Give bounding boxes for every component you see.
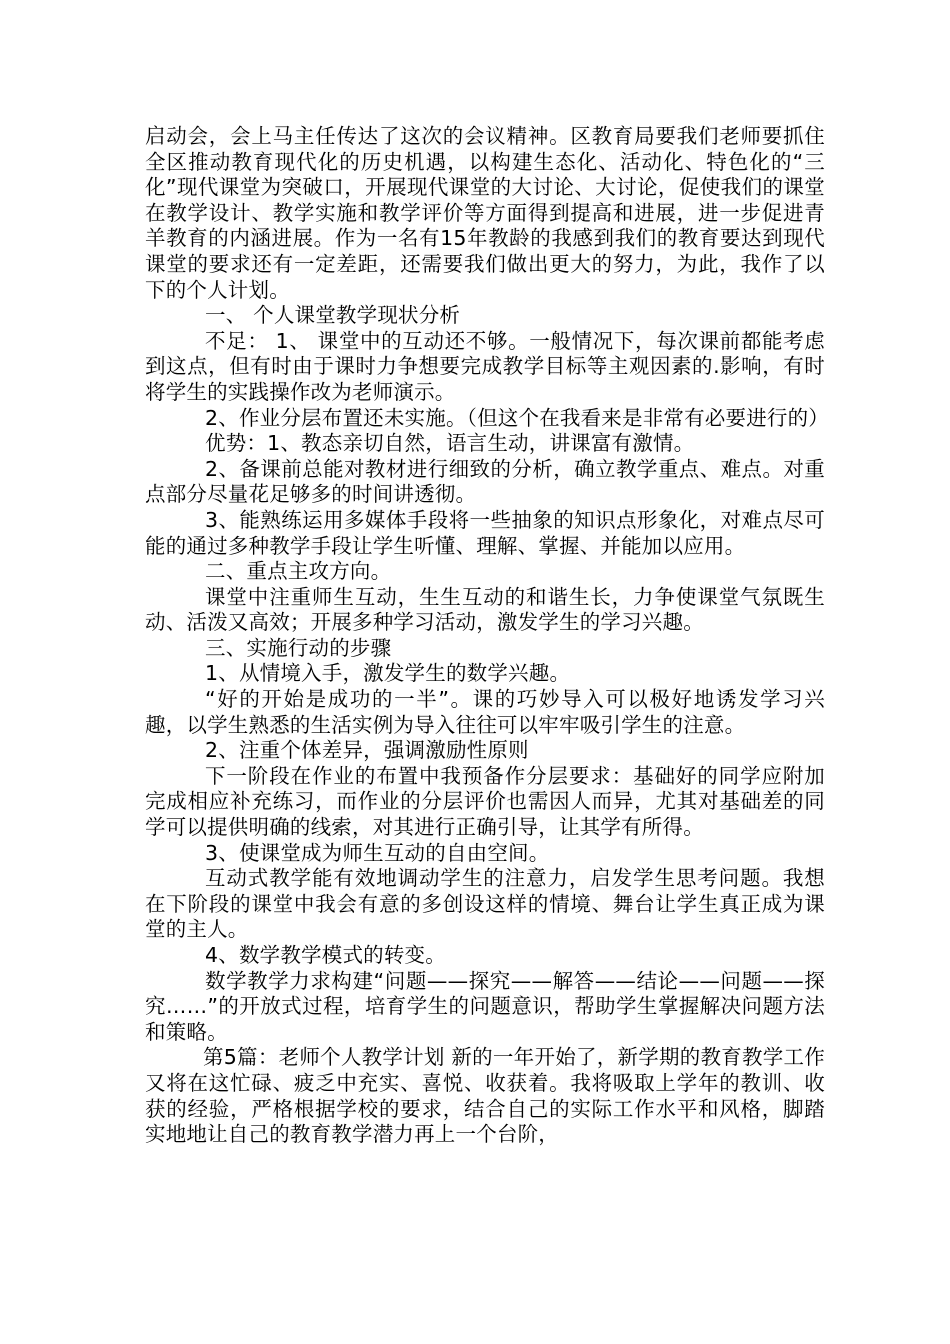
paragraph-step-3: 互动式教学能有效地调动学生的注意力，启发学生思考问题。我想在下阶段的课堂中我会有意的多创设这样的情境、舞台让学生真正成为课堂的主人。: [145, 866, 825, 942]
paragraph-strength-1: 优势：1、教态亲切自然，语言生动，讲课富有激情。: [205, 431, 695, 456]
paragraph-strength-3: 3、能熟练运用多媒体手段将一些抽象的知识点形象化，对难点尽可能的通过多种教学手段让学生听懂、理解、掌握、并能加以应用。: [145, 507, 825, 558]
paragraph-shortcoming-1: 不足： 1、 课堂中的互动还不够。一般情况下，每次课前都能考虑到这点，但有时由于课时力争想要完成教学目标等主观因素的.影响，有时将学生的实践操作改为老师演示。: [145, 328, 825, 404]
section-heading-analysis: 一、 个人课堂教学现状分析: [205, 303, 461, 328]
paragraph-step-4: 数学教学力求构建“问题——探究——解答——结论——问题——探究……”的开放式过程，培育学生的问题意识，帮助学生掌握解决问题方法和策略。: [145, 968, 825, 1044]
section-heading-focus: 二、重点主攻方向。: [205, 559, 392, 584]
paragraph-step-1: “好的开始是成功的一半”。课的巧妙导入可以极好地诱发学习兴趣，以学生熟悉的生活实例为导入往往可以牢牢吸引学生的注意。: [145, 687, 825, 737]
step-heading-1: 1、从情境入手，激发学生的数学兴趣。: [205, 661, 571, 686]
paragraph-step-2: 下一阶段在作业的布置中我预备作分层要求：基础好的同学应附加完成相应补充练习，而作业的分层评价也需因人而异，尤其对基础差的同学可以提供明确的线索，对其进行正确引导，让其学有所得。: [145, 763, 825, 840]
step-heading-2: 2、注重个体差异，强调激励性原则: [205, 738, 529, 763]
paragraph-focus: 课堂中注重师生互动，生生互动的和谐生长，力争使课堂气氛既生动、活泼又高效；开展多种学习活动，激发学生的学习兴趣。: [145, 584, 825, 635]
document-body: [145, 124, 829, 1148]
paragraph-intro: 启动会，会上马主任传达了这次的会议精神。区教育局要我们老师要抓住全区推动教育现代化的历史机遇，以构建生态化、活动化、特色化的“三化”现代课堂为突破口，开展现代课堂的大讨论、大讨论，促使我们的课堂在教学设计、教学实施和教学评价等方面得到提高和进展，进一步促进青羊教育的内涵进展。作为一名有15年教龄的我感到我们的教育要达到现代课堂的要求还有一定差距，还需要我们做出更大的努力，为此，我作了以下的个人计划。: [145, 124, 825, 302]
section-heading-steps: 三、实施行动的步骤: [205, 635, 392, 660]
paragraph-shortcoming-2: 2、作业分层布置还未实施。（但这个在我看来是非常有必要进行的）: [205, 405, 829, 430]
step-heading-3: 3、使课堂成为师生互动的自由空间。: [205, 840, 550, 865]
paragraph-part-5: 第5篇：老师个人教学计划 新的一年开始了，新学期的教育教学工作又将在这忙碌、疲乏中充实、喜悦、收获着。我将吸取上学年的教训、收获的经验，严格根据学校的要求，结合自己的实际工作水平和风格，脚踏实地地让自己的教育教学潜力再上一个台阶，: [145, 1045, 825, 1147]
step-heading-4: 4、数学教学模式的转变。: [205, 943, 446, 967]
paragraph-strength-2: 2、备课前总能对教材进行细致的分析，确立教学重点、难点。对重点部分尽量花足够多的时间讲透彻。: [145, 456, 825, 507]
